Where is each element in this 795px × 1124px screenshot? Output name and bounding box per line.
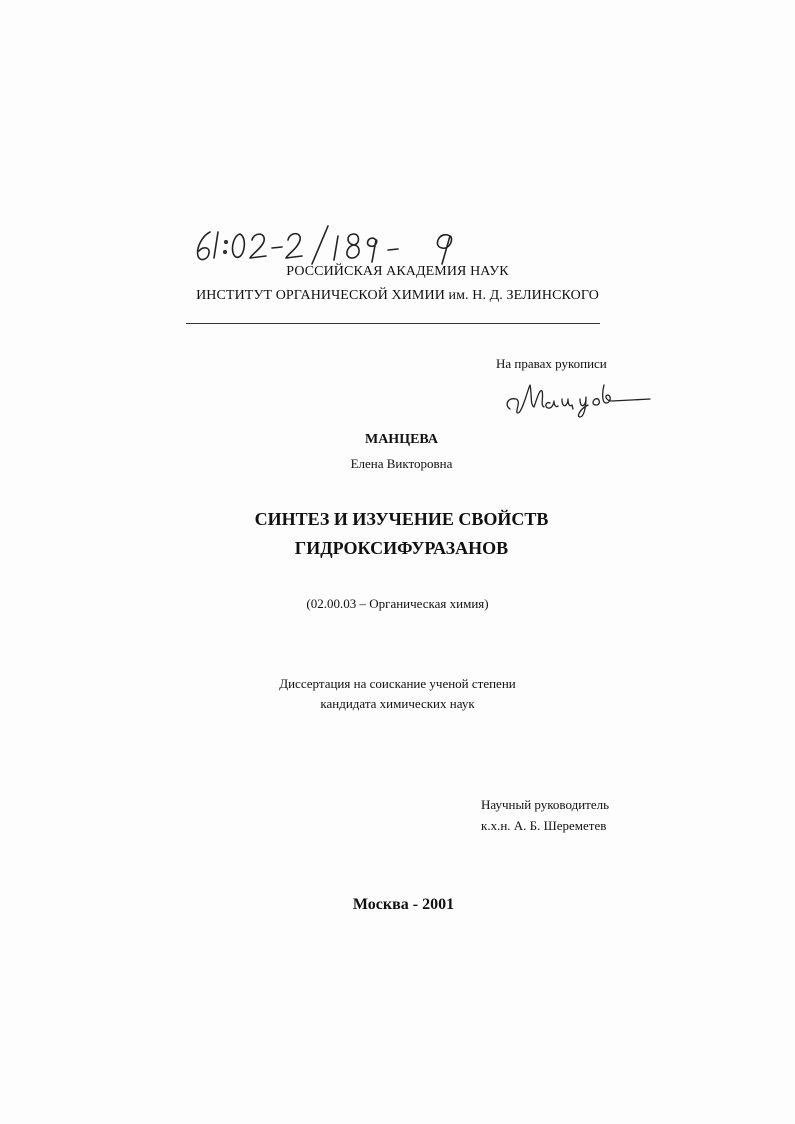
institute-name: ИНСТИТУТ ОРГАНИЧЕСКОЙ ХИМИИ им. Н. Д. ЗЕЛИНСКОГО xyxy=(196,288,599,303)
degree-statement-line-2: кандидата химических наук xyxy=(320,696,475,711)
thesis-title-line-2: ГИДРОКСИФУРАЗАНОВ xyxy=(294,538,509,558)
header-divider xyxy=(186,323,600,324)
specialty-code: (02.00.03 – Органическая химия) xyxy=(306,596,489,611)
author-signature xyxy=(500,375,660,420)
handwritten-archive-code xyxy=(188,218,488,268)
degree-statement-line-1: Диссертация на соискание ученой степени xyxy=(279,676,516,691)
author-surname: МАНЦЕВА xyxy=(364,432,438,447)
city-year: Москва - 2001 xyxy=(352,896,455,913)
rights-note: На правах рукописи xyxy=(496,356,607,371)
advisor-name: к.х.н. А. Б. Шереметев xyxy=(481,818,607,833)
academy-name: РОССИЙСКАЯ АКАДЕМИЯ НАУК xyxy=(286,264,509,279)
thesis-title-line-1: СИНТЕЗ И ИЗУЧЕНИЕ СВОЙСТВ xyxy=(254,509,549,529)
advisor-role: Научный руководитель xyxy=(481,797,610,812)
author-given-names: Елена Викторовна xyxy=(350,456,453,471)
